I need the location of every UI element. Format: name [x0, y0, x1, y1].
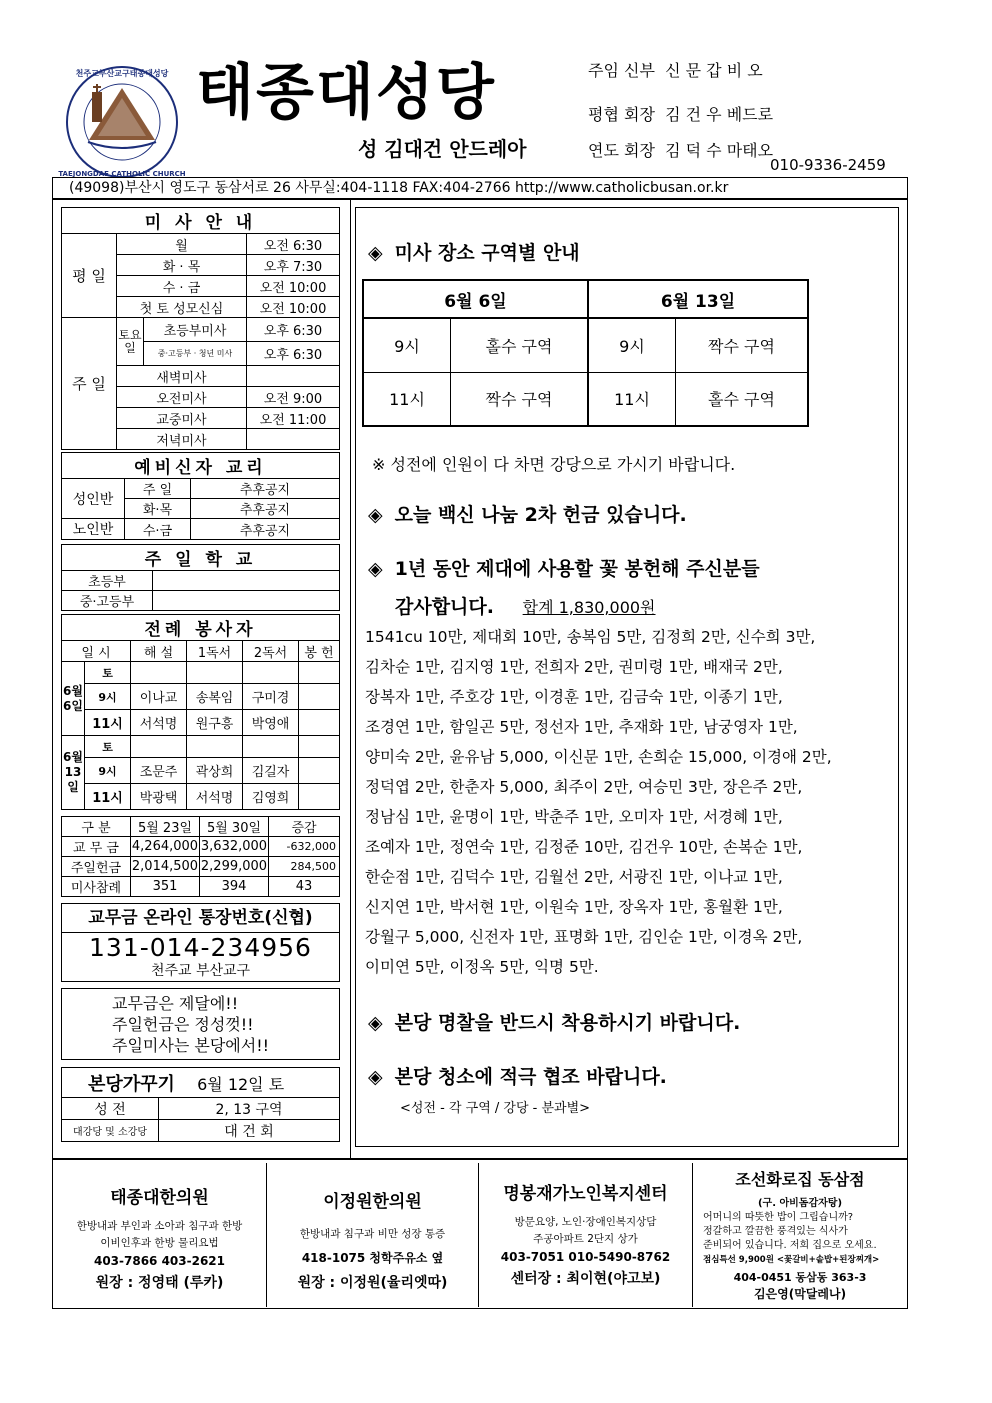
slogan-line: 교무금은 제달에!!	[112, 994, 239, 1013]
notice-cleaning	[368, 1062, 667, 1089]
diamond-bullet-icon: ◈	[368, 1012, 383, 1034]
diamond-bullet-icon: ◈	[368, 504, 383, 526]
reader-1: 곽상희	[187, 758, 243, 784]
reader-2: 김길자	[243, 758, 299, 784]
offering	[299, 758, 340, 784]
liturgy-header: 봉 헌	[299, 641, 340, 662]
reader-1: 송복임	[187, 684, 243, 710]
liturgy-time: 9시	[85, 684, 131, 710]
liturgy-table	[61, 614, 340, 810]
donor-line: 장복자 1만, 주호강 1만, 이경훈 1만, 김금숙 1만, 이종기 1만,	[365, 688, 783, 706]
offering	[299, 684, 340, 710]
class-day: 주 일	[125, 479, 191, 499]
decorate-value: 대 건 회	[159, 1120, 340, 1142]
finance-table	[61, 816, 340, 897]
ad-desc-line: 한방내과 침구과 비만 성장 통증	[299, 1228, 446, 1240]
patron-saint: 성 김대건 안드레아	[358, 137, 527, 161]
finance-diff: -632,000	[269, 837, 340, 857]
finance-value: 3,632,000	[200, 837, 269, 857]
ad-owner: 김은영(막달레나)	[753, 1287, 847, 1301]
church-title: 태종대성당	[196, 58, 496, 128]
ad-owner: 원장 : 정영태 (루카)	[95, 1275, 224, 1291]
staff-row: 연도 회장 김 덕 수 마태오	[588, 141, 774, 160]
ad-phone: 404-0451 동삼동 363-3	[733, 1271, 867, 1284]
mass-time: 오전 10:00	[247, 297, 340, 318]
school-dept-info	[153, 591, 340, 611]
donor-line: 양미숙 2만, 윤유남 5,000, 이신문 1만, 손희순 15,000, 이경애 2만,	[365, 748, 832, 766]
slogan-box	[61, 988, 340, 1060]
finance-value: 2,014,500	[131, 857, 200, 877]
column-divider	[350, 199, 351, 1159]
sunday-school-title: 주 일 학 교	[62, 545, 340, 571]
finance-value: 351	[131, 877, 200, 897]
mass-name: 저녁미사	[117, 429, 247, 450]
finance-diff: 43	[269, 877, 340, 897]
mass-name: 중·고등부 · 청년 미사	[144, 342, 247, 366]
ad-leejungwon-clinic	[267, 1163, 479, 1307]
zone-group: 짝수 구역	[676, 318, 809, 372]
saturday-label: 토요일	[117, 318, 144, 366]
donor-line: 1541cu 10만, 제대회 10만, 송복임 5만, 김정희 2만, 신수희 3만,	[365, 628, 816, 646]
offering	[299, 710, 340, 736]
zone-date: 6월 6일	[363, 280, 588, 318]
commentator: 조문주	[131, 758, 187, 784]
notice-text: 본당 청소에 적극 협조 바랍니다.	[394, 1066, 667, 1088]
mass-day: 첫 토 성모신심	[117, 297, 247, 318]
ad-phone: 403-7051 010-5490-8762	[500, 1250, 671, 1264]
ad-desc-line: 점심특선 9,900원 <꽃갈비+솥밥+된장찌개>	[703, 1255, 880, 1265]
diamond-bullet-icon: ◈	[368, 1066, 383, 1088]
liturgy-header: 해 설	[131, 641, 187, 662]
liturgy-header: 2독서	[243, 641, 299, 662]
catechism-table	[61, 452, 340, 540]
church-logo	[58, 62, 186, 184]
ad-desc-line: 한방내과 부인과 소아과 침구과 한방	[76, 1220, 243, 1232]
zone-time: 9시	[588, 318, 676, 372]
ad-desc-line: 주공아파트 2단지 상가	[533, 1233, 638, 1245]
zone-group: 홀수 구역	[451, 318, 589, 372]
liturgy-cell	[131, 662, 187, 684]
class-day: 화·목	[125, 499, 191, 519]
liturgy-header: 일 시	[62, 641, 131, 662]
finance-header: 구 분	[62, 817, 131, 837]
notice-vaccine	[368, 500, 687, 527]
notice-text: 미사 장소 구역별 안내	[394, 242, 580, 264]
liturgy-cell	[131, 736, 187, 758]
donor-line: 정남심 1만, 윤명이 1만, 박춘주 1만, 오미자 1만, 서경혜 1만,	[365, 808, 783, 826]
commentator: 서석명	[131, 710, 187, 736]
mass-day: 화 · 목	[117, 255, 247, 276]
donor-line: 이미연 5만, 이정옥 5만, 익명 5만.	[365, 958, 599, 976]
mass-day: 수 · 금	[117, 276, 247, 297]
zone-schedule-table	[362, 279, 809, 427]
ad-desc-line: 이비인후과 한방 물리요법	[100, 1237, 219, 1249]
finance-header: 증감	[269, 817, 340, 837]
finance-label: 미사참례	[62, 877, 131, 897]
mass-name: 교중미사	[117, 408, 247, 429]
notice-text: 본당 명찰을 반드시 착용하시기 바랍니다.	[394, 1012, 741, 1034]
mass-name: 새벽미사	[117, 366, 247, 387]
mass-time: 오전 10:00	[247, 276, 340, 297]
notice-text: 1년 동안 제대에 사용할 꽃 봉헌해 주신분들	[394, 558, 760, 580]
liturgy-date: 6월13일	[62, 736, 85, 810]
decorate-date: 6월 12일 토	[197, 1074, 285, 1094]
ad-desc-line: 준비되어 있습니다. 저희 집으로 오세요.	[703, 1240, 877, 1251]
reader-2: 박영애	[243, 710, 299, 736]
address-bar	[52, 177, 908, 199]
mass-name: 오전미사	[117, 387, 247, 408]
ad-title: 명봉재가노인복지센터	[503, 1184, 668, 1204]
ad-phone: 418-1075 청학주유소 옆	[301, 1251, 444, 1265]
slogan-line: 주일미사는 본당에서!!	[112, 1036, 270, 1055]
sunday-school-table	[61, 544, 340, 611]
svg-text:천주교부산교구태종대성당: 천주교부산교구태종대성당	[75, 69, 169, 78]
liturgy-header: 1독서	[187, 641, 243, 662]
notice-flowers	[368, 554, 760, 581]
account-title: 교무금 온라인 통장번호(신협)	[62, 904, 339, 933]
account-box	[61, 903, 340, 982]
adult-class-label: 성인반	[62, 479, 125, 519]
liturgy-cell	[243, 662, 299, 684]
cleaning-detail: <성전 - 각 구역 / 강당 - 분과별>	[400, 1101, 591, 1116]
liturgy-cell	[243, 736, 299, 758]
finance-label: 교 무 금	[62, 837, 131, 857]
class-day: 수·금	[125, 519, 191, 540]
donor-line: 조경연 1만, 함일곤 5만, 정선자 1만, 추재화 1만, 남궁영자 1만,	[365, 718, 798, 736]
ad-desc-line: 방문요양, 노인·장애인복지상담	[514, 1216, 657, 1228]
sunday-label: 주 일	[62, 318, 117, 450]
class-status: 추후공지	[191, 499, 340, 519]
donor-line: 신지연 1만, 박서현 1만, 이원숙 1만, 장옥자 1만, 홍월환 1만,	[365, 898, 783, 916]
catechism-title: 예비신자 교리	[62, 453, 340, 479]
mass-schedule-title: 미 사 안 내	[62, 208, 340, 234]
donor-line: 조예자 1만, 정연숙 1만, 김정준 10만, 김건우 10만, 손복순 1만,	[365, 838, 803, 856]
mass-day: 월	[117, 234, 247, 255]
finance-value: 394	[200, 877, 269, 897]
liturgy-sat: 토	[85, 736, 131, 758]
commentator: 박광택	[131, 784, 187, 810]
liturgy-sat: 토	[85, 662, 131, 684]
zone-time: 11시	[363, 372, 451, 426]
ad-owner: 원장 : 이정원(율리엣따)	[297, 1275, 448, 1291]
reader-2: 구미경	[243, 684, 299, 710]
diamond-bullet-icon: ◈	[368, 558, 383, 580]
account-owner: 천주교 부산교구	[150, 963, 251, 979]
liturgy-cell	[299, 662, 340, 684]
finance-diff: 284,500	[269, 857, 340, 877]
ad-desc	[53, 1218, 266, 1252]
ad-elderly-care-center	[479, 1163, 693, 1307]
ad-taejongdae-clinic	[53, 1163, 267, 1307]
reader-1: 원구흥	[187, 710, 243, 736]
diamond-bullet-icon: ◈	[368, 242, 383, 264]
liturgy-date: 6월6일	[62, 662, 85, 736]
mass-time: 오후 7:30	[247, 255, 340, 276]
mass-schedule-table	[61, 207, 340, 450]
finance-header: 5월 23일	[131, 817, 200, 837]
offering	[299, 784, 340, 810]
zone-time: 9시	[363, 318, 451, 372]
zone-time: 11시	[588, 372, 676, 426]
school-dept: 중·고등부	[62, 591, 153, 611]
donor-line: 강월구 5,000, 신전자 1만, 표명화 1만, 김인순 1만, 이경옥 2만,	[365, 928, 803, 946]
decorate-label: 성 전	[62, 1098, 159, 1120]
liturgy-cell	[187, 662, 243, 684]
decorate-label: 대강당 및 소강당	[62, 1120, 159, 1142]
class-status: 추후공지	[191, 479, 340, 499]
ad-desc-line: 정갈하고 깔끔한 풍격있는 식사가	[703, 1226, 848, 1237]
finance-header: 5월 30일	[200, 817, 269, 837]
notice-text: 감사합니다.	[395, 596, 494, 618]
ad-owner: 센터장 : 최이현(야고보)	[510, 1271, 661, 1287]
notice-text: 오늘 백신 나눔 2차 헌금 있습니다.	[394, 504, 687, 526]
ad-desc-line: 어머니의 따뜻한 밥이 그립습니까?	[703, 1212, 854, 1223]
mass-time: 오전 6:30	[247, 234, 340, 255]
ad-desc	[479, 1214, 692, 1248]
svg-text:TAEJONGDAE CATHOLIC CHURCH: TAEJONGDAE CATHOLIC CHURCH	[58, 170, 186, 178]
ad-title: 태종대한의원	[110, 1188, 209, 1208]
address-text: (49098)부산시 영도구 동삼서로 26 사무실:404-1118 FAX:404-2766 http://www.catholicbusan.or.kr	[69, 180, 729, 196]
decorate-title: 본당가꾸기	[88, 1073, 175, 1095]
reader-2: 김영희	[243, 784, 299, 810]
contact-phone: 010-9336-2459	[770, 156, 886, 174]
school-dept: 초등부	[62, 571, 153, 591]
zone-group: 홀수 구역	[676, 372, 809, 426]
mass-time	[247, 366, 340, 387]
notice-flowers-thanks	[395, 592, 656, 619]
ad-subtitle: (구. 아비돔감자탕)	[757, 1198, 843, 1209]
class-status: 추후공지	[191, 519, 340, 540]
finance-value: 4,264,000	[131, 837, 200, 857]
overflow-note: ※ 성전에 인원이 다 차면 강당으로 가시기 바랍니다.	[372, 455, 736, 474]
ad-desc	[267, 1226, 478, 1243]
liturgy-time: 11시	[85, 784, 131, 810]
decorate-header	[62, 1068, 340, 1098]
ad-phone: 403-7866 403-2621	[93, 1254, 226, 1268]
mass-time: 오후 6:30	[247, 342, 340, 366]
decorate-table	[61, 1067, 340, 1142]
liturgy-time: 9시	[85, 758, 131, 784]
notice-mass-location	[368, 238, 580, 265]
finance-value: 2,299,000	[200, 857, 269, 877]
donor-line: 정덕엽 2만, 한춘자 5,000, 최주이 2만, 여승민 3만, 장은주 2만,	[365, 778, 803, 796]
zone-group: 짝수 구역	[451, 372, 589, 426]
commentator: 이나교	[131, 684, 187, 710]
senior-class-label: 노인반	[62, 519, 125, 540]
mass-name: 초등부미사	[144, 318, 247, 342]
mass-time	[247, 429, 340, 450]
decorate-value: 2, 13 구역	[159, 1098, 340, 1120]
ad-restaurant	[693, 1163, 907, 1307]
liturgy-cell	[187, 736, 243, 758]
notice-nametag	[368, 1008, 740, 1035]
staff-row: 평협 회장 김 건 우 베드로	[588, 105, 774, 124]
slogan-line: 주일헌금은 정성껏!!	[112, 1015, 254, 1034]
flower-total: 합계 1,830,000원	[522, 598, 656, 617]
mass-time: 오전 11:00	[247, 408, 340, 429]
liturgy-time: 11시	[85, 710, 131, 736]
donor-line: 김차순 1만, 김지영 1만, 전희자 2만, 권미령 1만, 배재국 2만,	[365, 658, 783, 676]
mass-time: 오전 9:00	[247, 387, 340, 408]
account-number: 131-014-234956	[89, 933, 312, 962]
donor-line: 한순점 1만, 김덕수 1만, 김월선 2만, 서광진 1만, 이나교 1만,	[365, 868, 783, 886]
liturgy-cell	[299, 736, 340, 758]
staff-row: 주임 신부 신 문 갑 비 오	[588, 61, 763, 80]
weekday-label: 평 일	[62, 234, 117, 318]
ad-desc	[693, 1211, 907, 1267]
reader-1: 서석명	[187, 784, 243, 810]
mass-time: 오후 6:30	[247, 318, 340, 342]
liturgy-title: 전례 봉사자	[62, 615, 340, 641]
finance-label: 주일헌금	[62, 857, 131, 877]
school-dept-info	[153, 571, 340, 591]
zone-date: 6월 13일	[588, 280, 808, 318]
ad-title: 이정원한의원	[323, 1192, 422, 1212]
ad-title: 조선화로집 동삼점	[735, 1170, 865, 1189]
